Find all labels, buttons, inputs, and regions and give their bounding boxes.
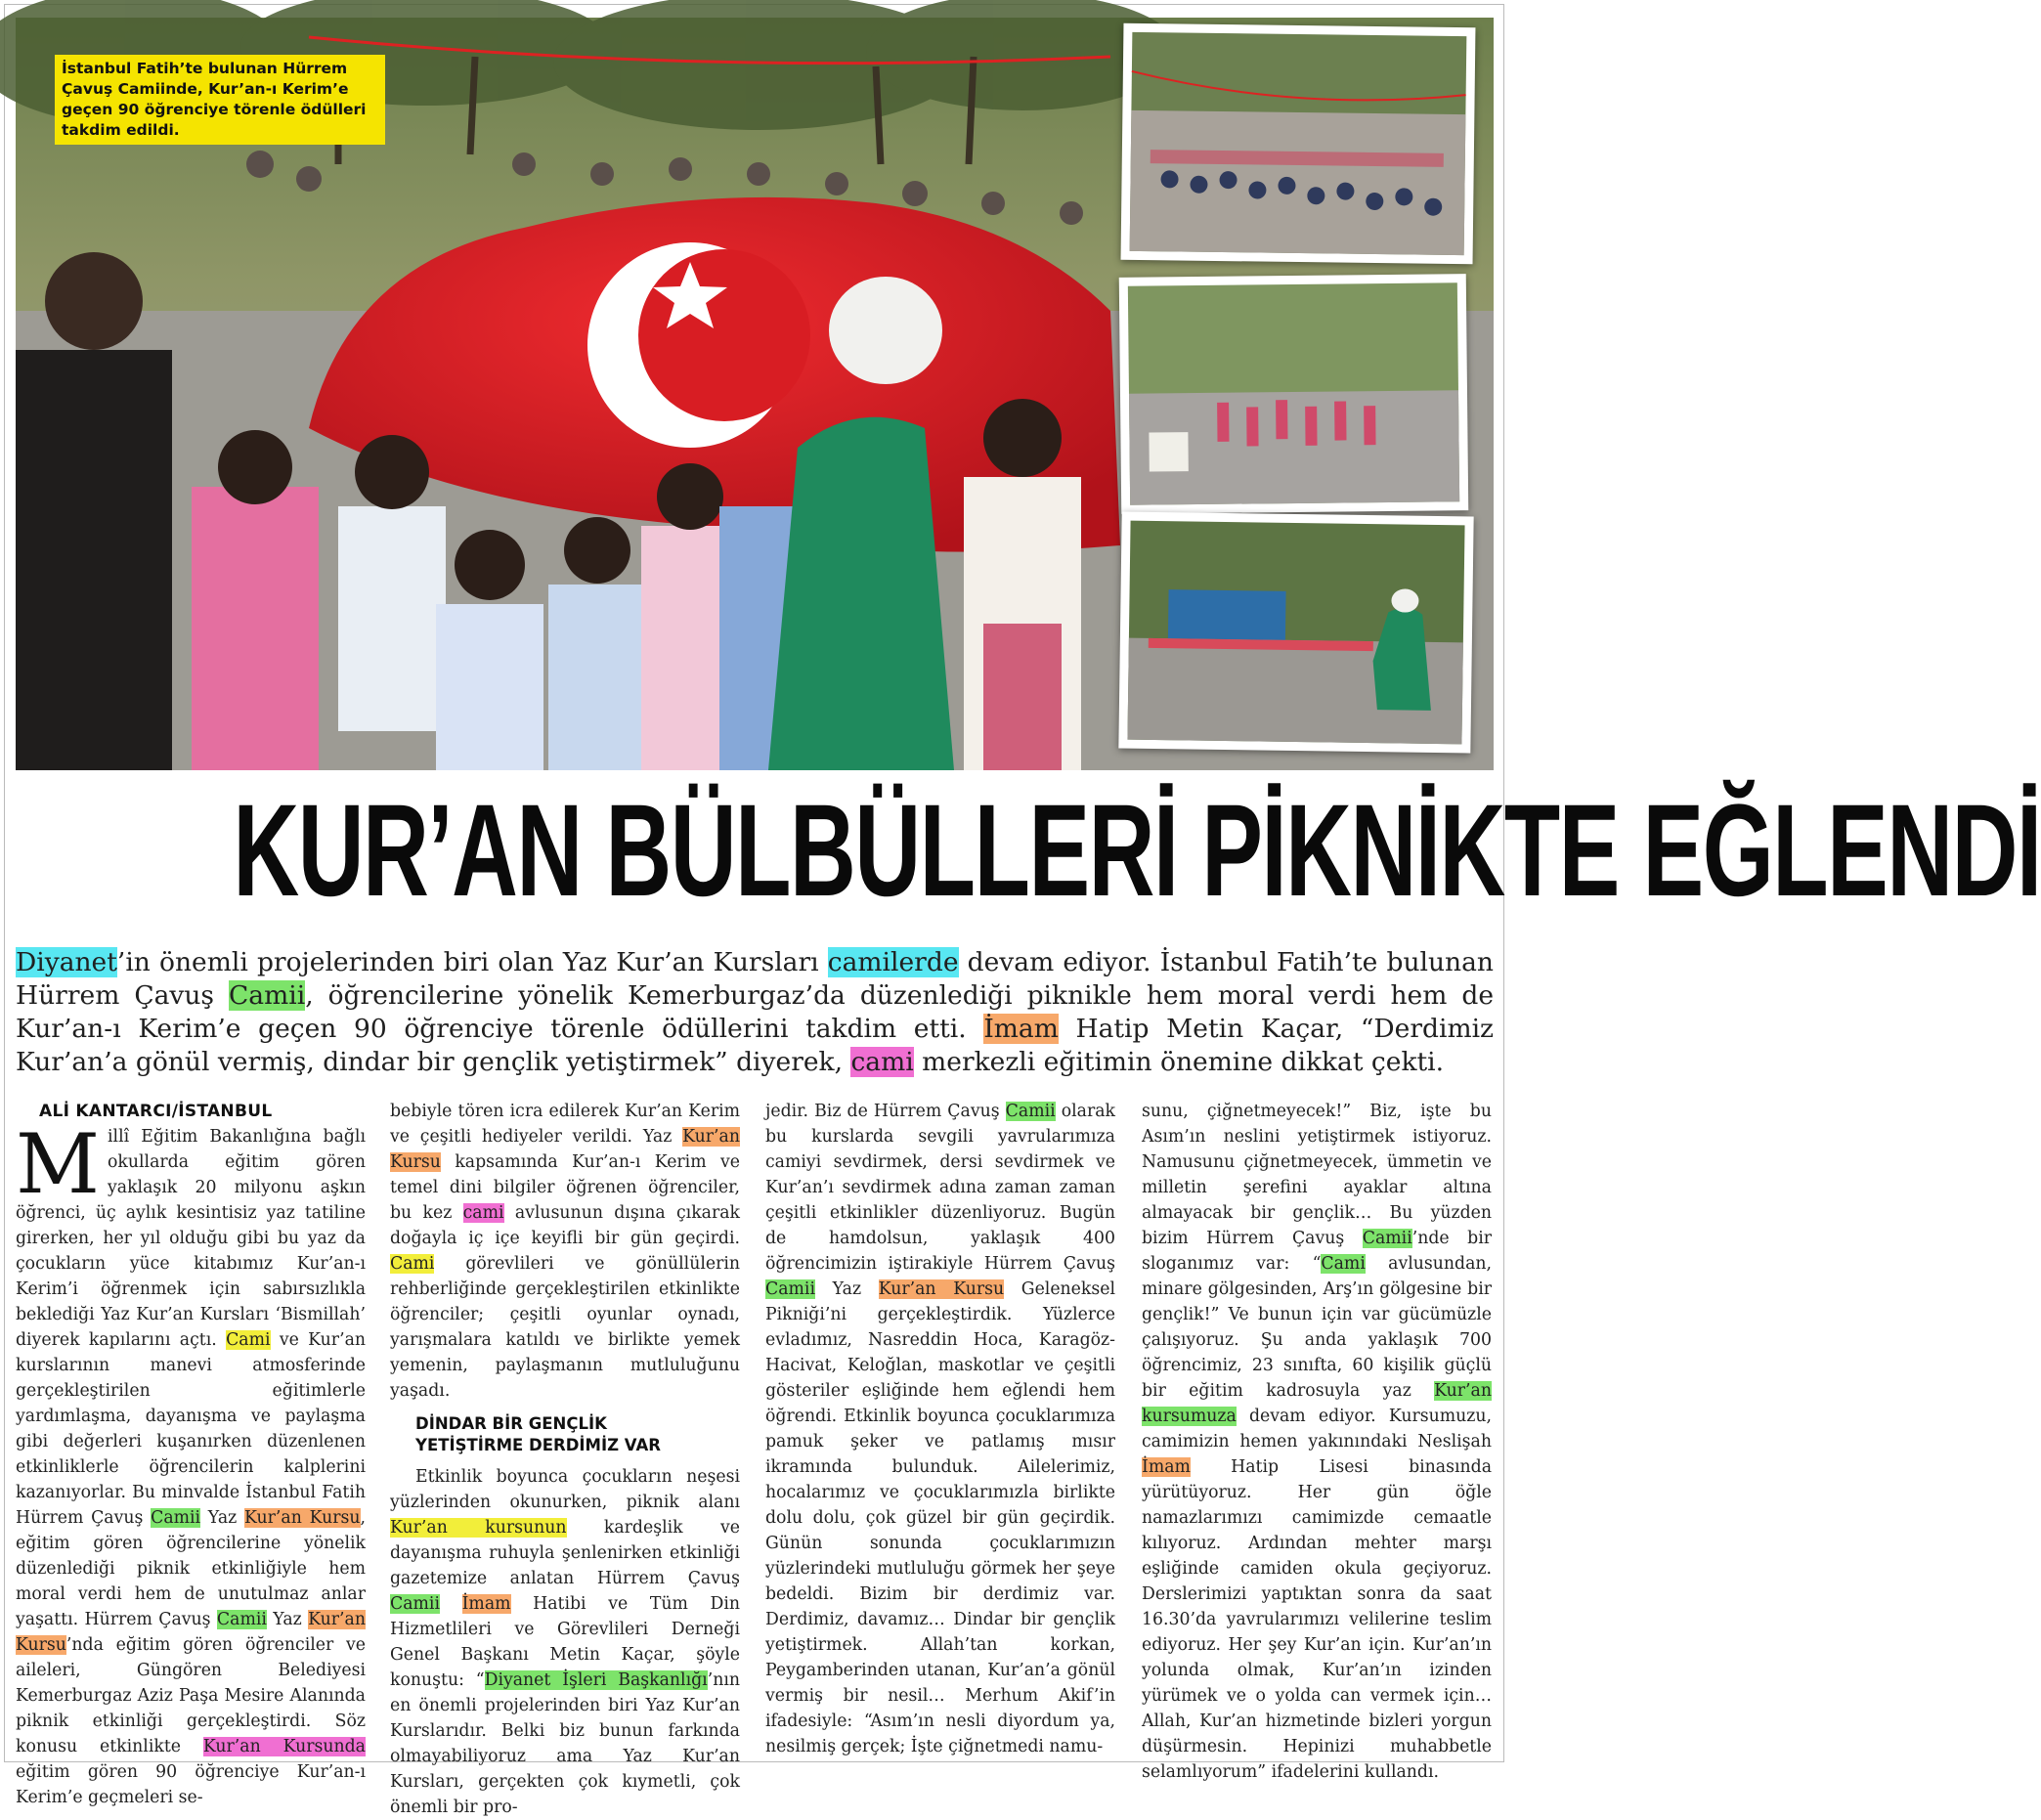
body-text: Etkinlik boyunca çocukların neşesi yüzlerinden okunurken, piknik alanı bbox=[390, 1467, 740, 1512]
body-text: avlusunun dışına çıkarak doğayla iç içe keyifli bir gün geçirdi. bbox=[390, 1203, 741, 1248]
subheading-line-1: DİNDAR BİR GENÇLİK bbox=[415, 1414, 607, 1433]
body-text: eğitim gören 90 öğrenciye Kur’an-ı Kerim’e geçmeleri se- bbox=[16, 1762, 366, 1807]
inset-photo-games-image bbox=[1128, 282, 1459, 505]
highlight-camii: Camii bbox=[216, 1610, 267, 1629]
body-text bbox=[440, 1594, 462, 1614]
body-text: kapsamında Kur’an-ı Kerim ve temel dini bilgiler öğrenen öğrenciler, bu kez bbox=[390, 1152, 740, 1223]
photo-caption: İstanbul Fatih’te bulunan Hürrem Çavuş Camiinde, Kur’an-ı Kerim’e geçen 90 öğrenciye törenle ödülleri takdim edildi. bbox=[55, 55, 385, 145]
highlight-cami: cami bbox=[462, 1203, 504, 1223]
body-text: Hatip Lisesi binasında yürütüyoruz. Her gün öğle namazlarımızı camimizde cemaatle kılıyoruz. Ardından mehter marşı eşliğinde camiden okula geçiyoruz. Derslerimizi yaptıktan sonra da saat 16.30’da yavrularımızı velilerine teslim ediyoruz. Her şey Kur’an için. Kur’an’ın yolunda olmak, Kur’an’ın izinden yürümek ve o yolda can vermek için… Allah, Kur’an hizmetinde bizleri yorgun düşürmesin. Hepinizi muhabbetle selamlıyorum” ifadelerini kullandı. bbox=[1142, 1457, 1492, 1782]
highlight-kuran-kursunda: Kur’an Kursunda bbox=[202, 1737, 366, 1756]
body-text: bebiyle tören icra edilerek Kur’an Kerim ve çeşitli hediyeler verildi. Yaz bbox=[390, 1102, 740, 1147]
body-text: kardeşlik ve dayanışma ruhuyla şenlenirken etkinliği gazetemize anlatan Hürrem Çavuş bbox=[390, 1518, 740, 1588]
body-text: ve Kur’an kurslarının manevi atmosferinde gerçekleştirilen eğitimlerle yardımlaşma, dayanışma ve paylaşma gibi değerleri kuşanırken düzenlenen etkinliklerle öğrencilerin kalplerini kazanıyorlar. Bu minvalde İstanbul Fatih Hürrem Çavuş bbox=[16, 1330, 366, 1528]
highlight-camii: Camii bbox=[390, 1594, 440, 1614]
highlight-kuran-kursunun: Kur’an kursunun bbox=[390, 1518, 567, 1538]
highlight-kuran-kursu: Kur’an Kursu bbox=[16, 1610, 366, 1655]
article-column-2 bbox=[390, 1099, 740, 1820]
highlight-kuran-kursumuza: Kur’an kursumuza bbox=[1142, 1381, 1492, 1426]
body-text: Yaz bbox=[814, 1279, 879, 1299]
subheading bbox=[415, 1413, 740, 1456]
body-text: ’nda eğitim gören öğrenciler ve aileleri, Güngören Belediyesi Kemerburgaz Aziz Paşa Mesire Alanında piknik etkinliği gerçekleştirdi. Söz konusu etkinlikte bbox=[16, 1635, 366, 1756]
lead-highlight-diyanet: Diyanet bbox=[16, 947, 117, 977]
highlight-cami: Cami bbox=[1321, 1254, 1366, 1274]
lead-highlight-camilerde: camilerde bbox=[827, 947, 959, 977]
article-column-1 bbox=[16, 1099, 366, 1810]
highlight-diyanet-isleri: Diyanet İşleri Başkanlığı bbox=[484, 1670, 708, 1690]
body-text: Hatibi ve Tüm Din Hizmetlileri ve Görevlileri Derneği Genel Başkanı Metin Kaçar, şöyle konuştu: “ bbox=[390, 1594, 741, 1690]
body-text: , eğitim gören öğrencilerine yönelik düzenlediği piknik etkinliğiyle hem moral verdi hem de unutulmaz anlar yaşattı. Hürrem Çavuş bbox=[16, 1508, 366, 1629]
body-text: sunu, çiğnetmeyecek!” Biz, işte bu Asım’ın neslini yetiştirmek istiyoruz. Namusunu çiğnetmeyecek, ümmetin ve milletin şerefini ayaklar altına almayacak bir gençlik… Bu yüzden bizim Hürrem Çavuş bbox=[1142, 1102, 1492, 1248]
lead-text: merkezli eğitimin önemine dikkat çekti. bbox=[913, 1047, 1445, 1077]
inset-photo-crowd bbox=[1121, 23, 1476, 264]
highlight-kuran-kursu: Kur’an Kursu bbox=[878, 1279, 1005, 1299]
inset-photo-crowd-image bbox=[1130, 32, 1467, 255]
body-text: olarak bu kurslarda sevgili yavrularımıza camiyi sevdirmek, dersi sevdirmek ve Kur’an’ı sevdirmek adına zaman zaman çeşitli etkinlikler düzenliyoruz. Bugün de hamdolsun, yaklaşık 400 öğrencimizin iştirakiyle Hürrem Çavuş bbox=[765, 1102, 1115, 1274]
highlight-camii: Camii bbox=[151, 1508, 201, 1528]
body-text: Yaz bbox=[200, 1508, 244, 1528]
inset-photo-games bbox=[1119, 274, 1469, 514]
lead-text: Hatip Metin Kaçar, “Derdimiz Kur’an’a gönül vermiş, dindar bir gençlik yetiştirmek” diyerek, bbox=[16, 1014, 1495, 1077]
body-text: Geleneksel Pikniği’ni gerçekleştirdik. Yüzlerce evladımız, Nasreddin Hoca, Karagöz-Hacivat, Keloğlan, maskotlar ve çeşitli gösteriler eşliğinde hem eğlendi hem öğrendi. Etkinlik boyunca çocuklarımıza pamuk şeker ve patlamış mısır ikramında bulunduk. Ailelerimiz, hocalarımız ve çocuklarımızla birlikte dolu dolu, çok güzel bir gün geçirdik. Günün sonunda çocuklarımızın yüzlerindeki mutluluğu görmek her şeye bedeldi. Bizim bir derdimiz var. Derdimiz, davamız… Dindar bir gençlik yetiştirmek. Allah’tan korkan, Peygamberinden utanan, Kur’an’a gönül vermiş bir nesil… Merhum Akif’in ifadesiyle: “Asım’ın nesli diyordum ya, nesilmiş gerçek; İşte çiğnetmedi namu- bbox=[765, 1279, 1115, 1756]
lead-highlight-cami: cami bbox=[850, 1047, 914, 1077]
body-text: avlusundan, minare gölgesinden, Arş’ın gölgesine bir gençlik!” Ve bunun için var gücümüzle çalışıyoruz. Şu anda yaklaşık 700 öğrencimiz, 23 sınıfta, 60 kişilik güçlü bir eğitim kadrosuyla yaz bbox=[1142, 1254, 1492, 1401]
inset-photo-stage-image bbox=[1127, 521, 1464, 745]
byline: ALİ KANTARCI/İSTANBUL bbox=[39, 1102, 273, 1121]
highlight-kuran-kursu: Kur’an Kursu bbox=[390, 1127, 740, 1172]
article-column-4 bbox=[1142, 1099, 1492, 1785]
body-text: Yaz bbox=[266, 1610, 309, 1629]
highlight-camii: Camii bbox=[1362, 1229, 1412, 1248]
highlight-imam: İmam bbox=[461, 1594, 511, 1614]
lead-text: devam ediyor. İstanbul Fatih’te bulunan Hürrem Çavuş bbox=[16, 947, 1494, 1011]
highlight-cami: Cami bbox=[390, 1254, 435, 1274]
highlight-cami: Cami bbox=[226, 1330, 271, 1350]
lead-highlight-imam: İmam bbox=[983, 1014, 1059, 1044]
body-text: görevlileri ve gönüllülerin rehberliğinde gerçekleştirilen etkinlikte öğrenciler; çeşitli oyunlar oynadı, yarışmalara katıldı ve birlikte yemek yemenin, paylaşmanın mutluluğunu yaşadı. bbox=[390, 1254, 740, 1401]
lead-text: , öğrencilerine yönelik Kemerburgaz’da düzenlediği piknikle hem moral verdi hem de Kur’an-ı Kerim’e geçen 90 öğrenciye törenle ödüllerini takdim etti. bbox=[16, 980, 1495, 1044]
highlight-kuran-kursu: Kur’an Kursu bbox=[244, 1508, 361, 1528]
body-text: devam ediyor. Kursumuzu, camimizin hemen yakınındaki Neslişah bbox=[1142, 1407, 1492, 1452]
body-text: jedir. Biz de Hürrem Çavuş bbox=[765, 1102, 1006, 1121]
highlight-camii: Camii bbox=[1005, 1102, 1056, 1121]
drop-cap: M bbox=[16, 1116, 101, 1212]
subheading-line-2: YETİŞTİRME DERDİMİZ VAR bbox=[415, 1436, 661, 1454]
highlight-camii: Camii bbox=[765, 1279, 815, 1299]
inset-photo-stage bbox=[1118, 511, 1473, 753]
lead-highlight-camii: Camii bbox=[229, 980, 306, 1011]
body-text: ’nın en önemli projelerinden biri Yaz Kur’an Kurslarıdır. Belki biz bunun farkında olmayabiliyoruz ama Yaz Kur’an Kursları, gerçekten çok kıymetli, çok önemli bir pro- bbox=[390, 1670, 740, 1817]
headline: KUR’AN BÜLBÜLLERİ PİKNİKTE EĞLENDİ bbox=[233, 778, 2041, 924]
highlight-imam: İmam bbox=[1142, 1457, 1191, 1477]
lead-text: ’in önemli projelerinden biri olan Yaz Kur’an Kursları bbox=[116, 947, 828, 977]
lead-paragraph bbox=[16, 946, 1494, 1079]
body-text: illî Eğitim Bakanlığına bağlı okullarda eğitim gören yaklaşık 20 milyonu aşkın öğrenci, üç aylık kesintisiz yaz tatiline girerken, her yıl olduğu gibi bu yaz da çocukların yüce kitabımız Kur’an-ı Kerim’i öğrenmek için sabırsızlıkla beklediği Yaz Kur’an Kursları ‘Bismillah’ diyerek kapılarını açtı. bbox=[16, 1127, 366, 1350]
article-column-3 bbox=[765, 1099, 1115, 1759]
body-text: ’nde bir sloganımız var: “ bbox=[1142, 1229, 1492, 1274]
